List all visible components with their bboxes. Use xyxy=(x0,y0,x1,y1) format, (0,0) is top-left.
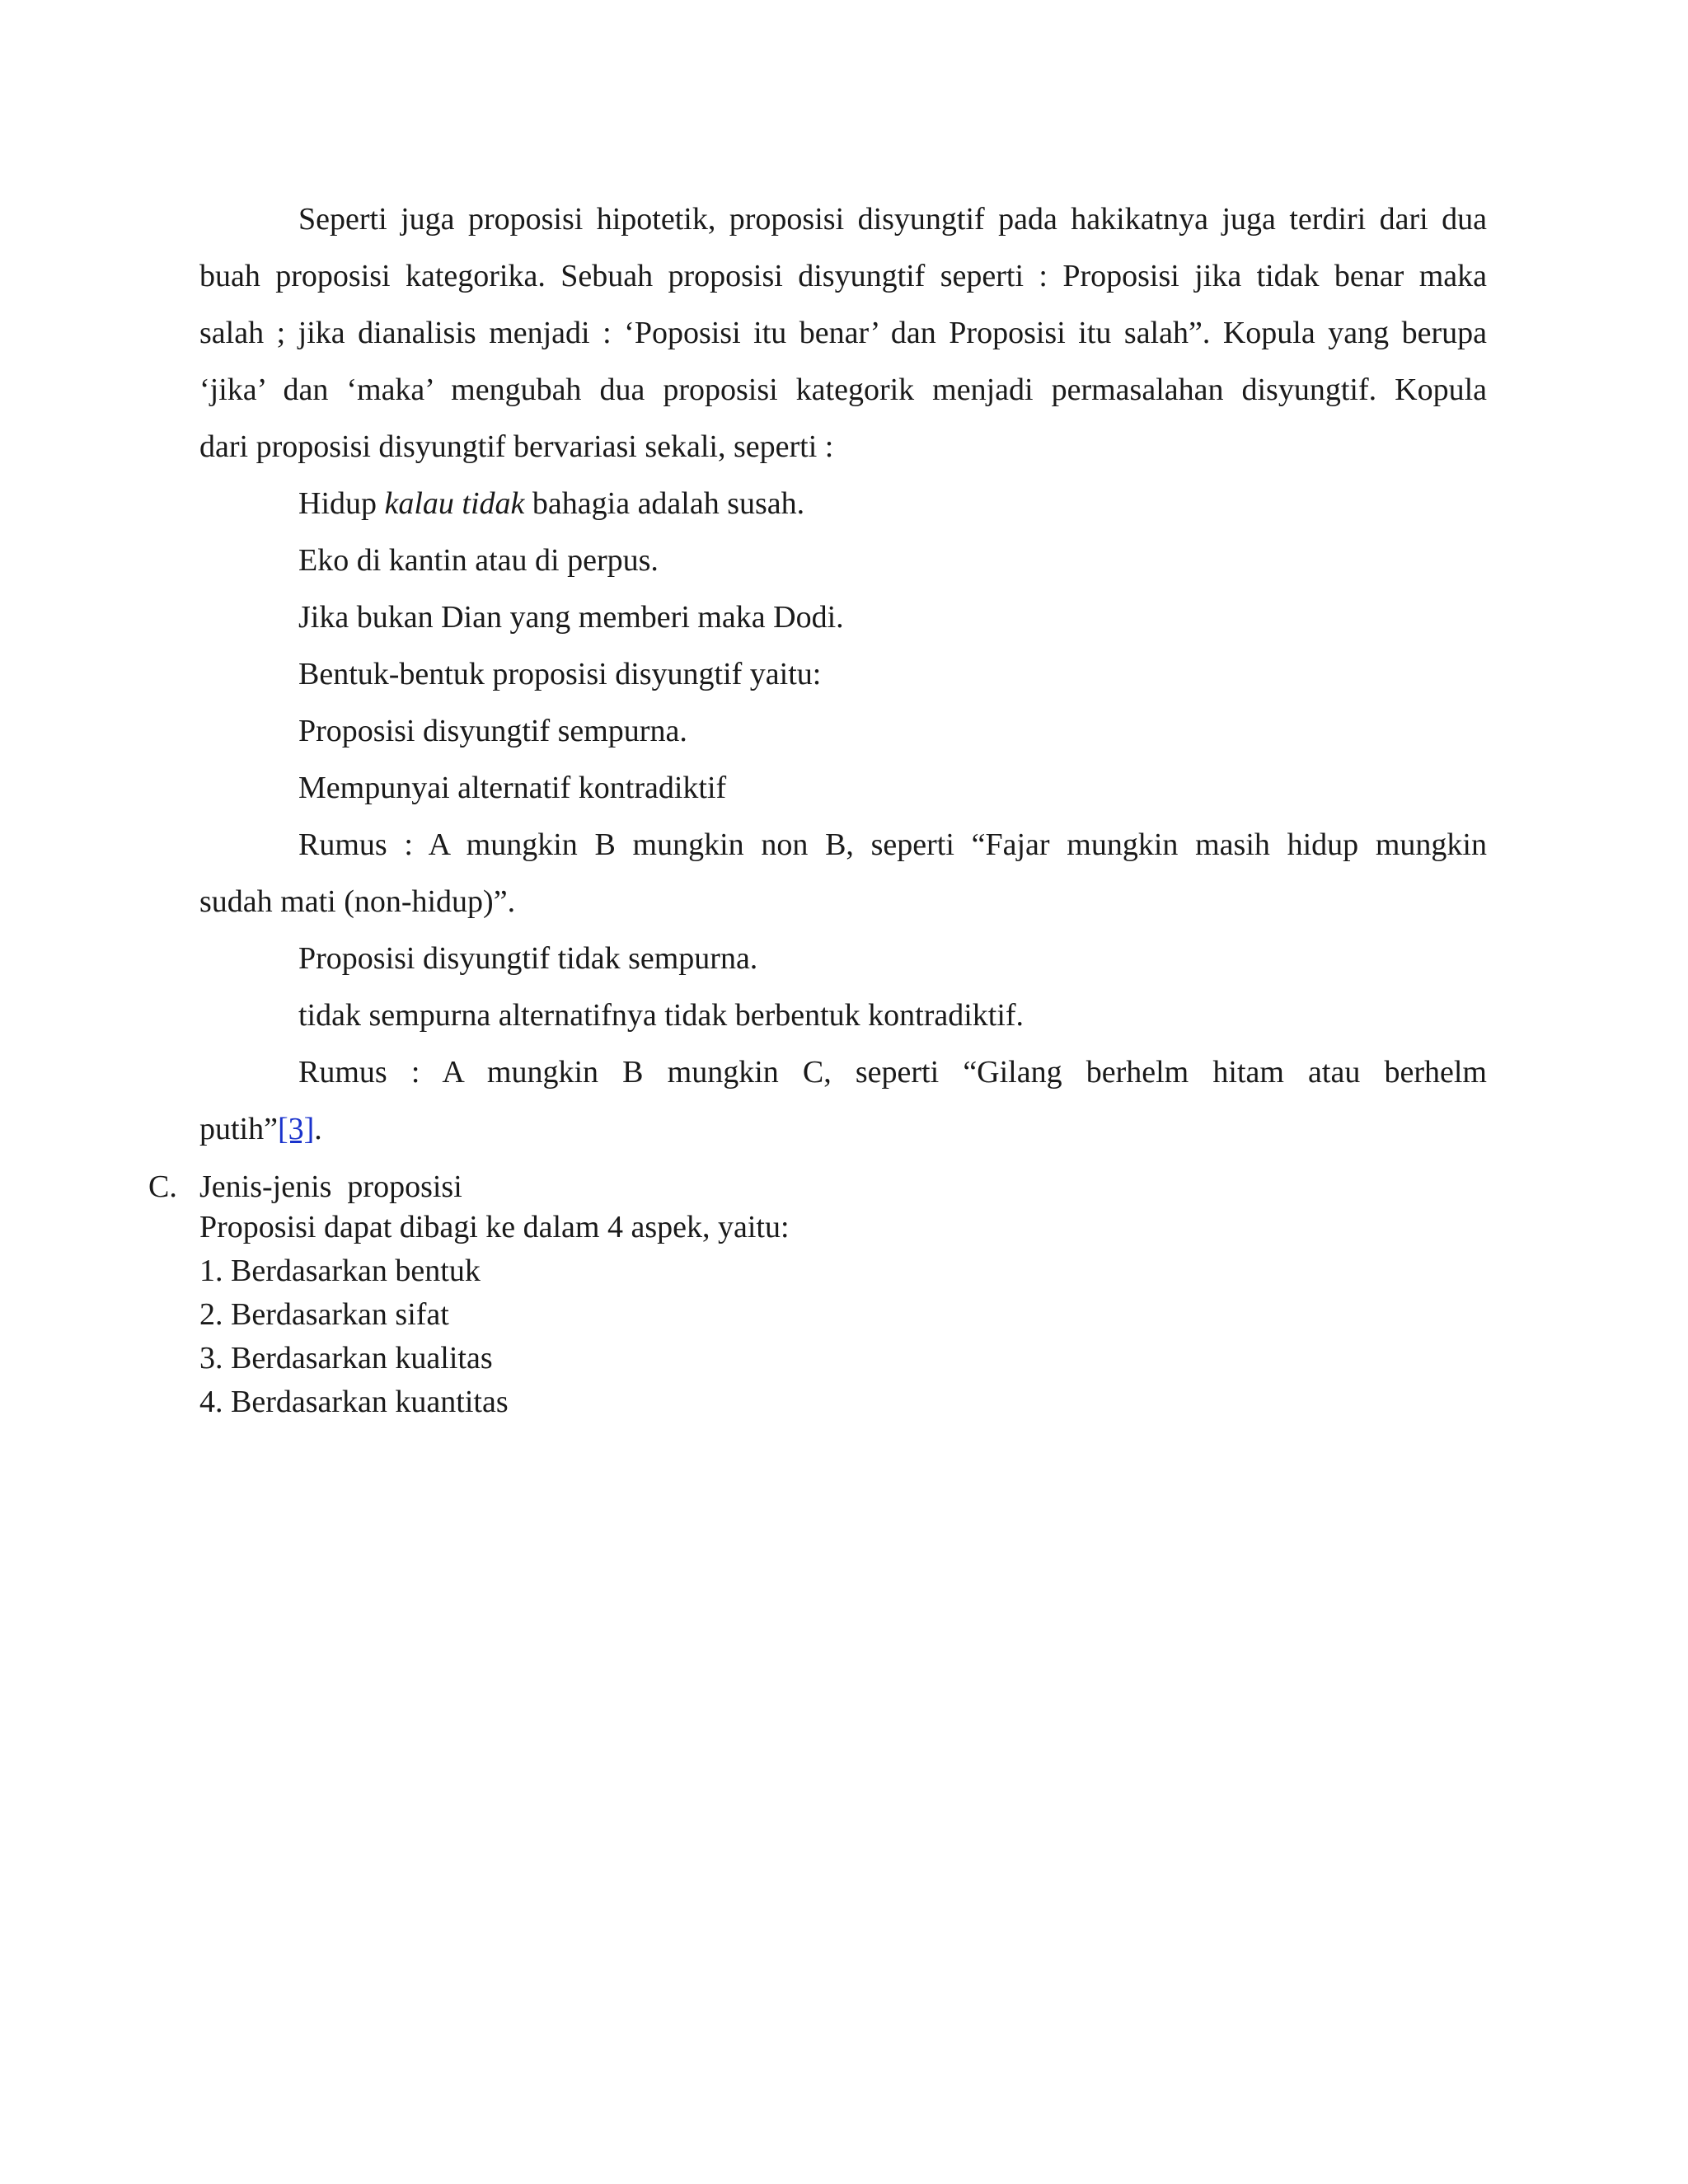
formula-2-line-2 xyxy=(199,1104,1487,1161)
section-letter: C. xyxy=(148,1169,177,1204)
forms-intro: Bentuk-bentuk proposisi disyungtif yaitu: xyxy=(298,657,822,691)
section-list xyxy=(199,1206,790,1424)
formula-2-text: putih” xyxy=(199,1112,278,1146)
paragraph1-line-2: buah proposisi kategorika. Sebuah proposisi disyungtif seperti : Proposisi jika tidak benar maka xyxy=(199,259,1487,293)
list-item: 4. Berdasarkan kuantitas xyxy=(199,1385,509,1419)
example-1-italic: kalau tidak xyxy=(384,486,525,521)
formula-1-line-1: Rumus : A mungkin B mungkin non B, seperti “Fajar mungkin masih hidup mungkin xyxy=(298,827,1487,862)
list-item: 2. Berdasarkan sifat xyxy=(199,1297,449,1332)
section-title: Jenis-jenis proposisi xyxy=(199,1169,462,1204)
example-3: Jika bukan Dian yang memberi maka Dodi. xyxy=(298,600,844,635)
section-intro: Proposisi dapat dibagi ke dalam 4 aspek, yaitu: xyxy=(199,1210,790,1244)
body-text xyxy=(199,194,1487,1161)
perfect-disjunctive-desc: Mempunyai alternatif kontradiktif xyxy=(298,771,727,805)
formula-1-line-2: sudah mati (non-hidup)”. xyxy=(199,884,516,919)
imperfect-disjunctive-desc: tidak sempurna alternatifnya tidak berbentuk kontradiktif. xyxy=(298,998,1025,1033)
formula-2-end: . xyxy=(314,1112,322,1146)
paragraph1-line-4: ‘jika’ dan ‘maka’ mengubah dua proposisi kategorik menjadi permasalahan disyungtif. Kopula xyxy=(199,373,1487,407)
paragraph1-line-3: salah ; jika dianalisis menjadi : ‘Poposisi itu benar’ dan Proposisi itu salah”. Kopula yang berupa xyxy=(199,316,1487,350)
example-1-before: Hidup xyxy=(298,486,385,521)
example-1 xyxy=(199,479,1487,536)
example-2: Eko di kantin atau di perpus. xyxy=(298,543,659,578)
list-item: 1. Berdasarkan bentuk xyxy=(199,1254,481,1288)
paragraph1-line-5: dari proposisi disyungtif bervariasi sekali, seperti : xyxy=(199,429,834,464)
list-item: 3. Berdasarkan kualitas xyxy=(199,1341,493,1376)
paragraph1-line-1: Seperti juga proposisi hipotetik, proposisi disyungtif pada hakikatnya juga terdiri dari dua xyxy=(298,202,1487,237)
reference-link[interactable]: [3] xyxy=(277,1112,315,1146)
formula-2-line-1: Rumus : A mungkin B mungkin C, seperti “Gilang berhelm hitam atau berhelm xyxy=(298,1055,1487,1090)
imperfect-disjunctive-title: Proposisi disyungtif tidak sempurna. xyxy=(298,941,758,976)
section-heading xyxy=(148,1162,462,1212)
perfect-disjunctive-title: Proposisi disyungtif sempurna. xyxy=(298,714,687,748)
example-1-after: bahagia adalah susah. xyxy=(524,486,805,521)
